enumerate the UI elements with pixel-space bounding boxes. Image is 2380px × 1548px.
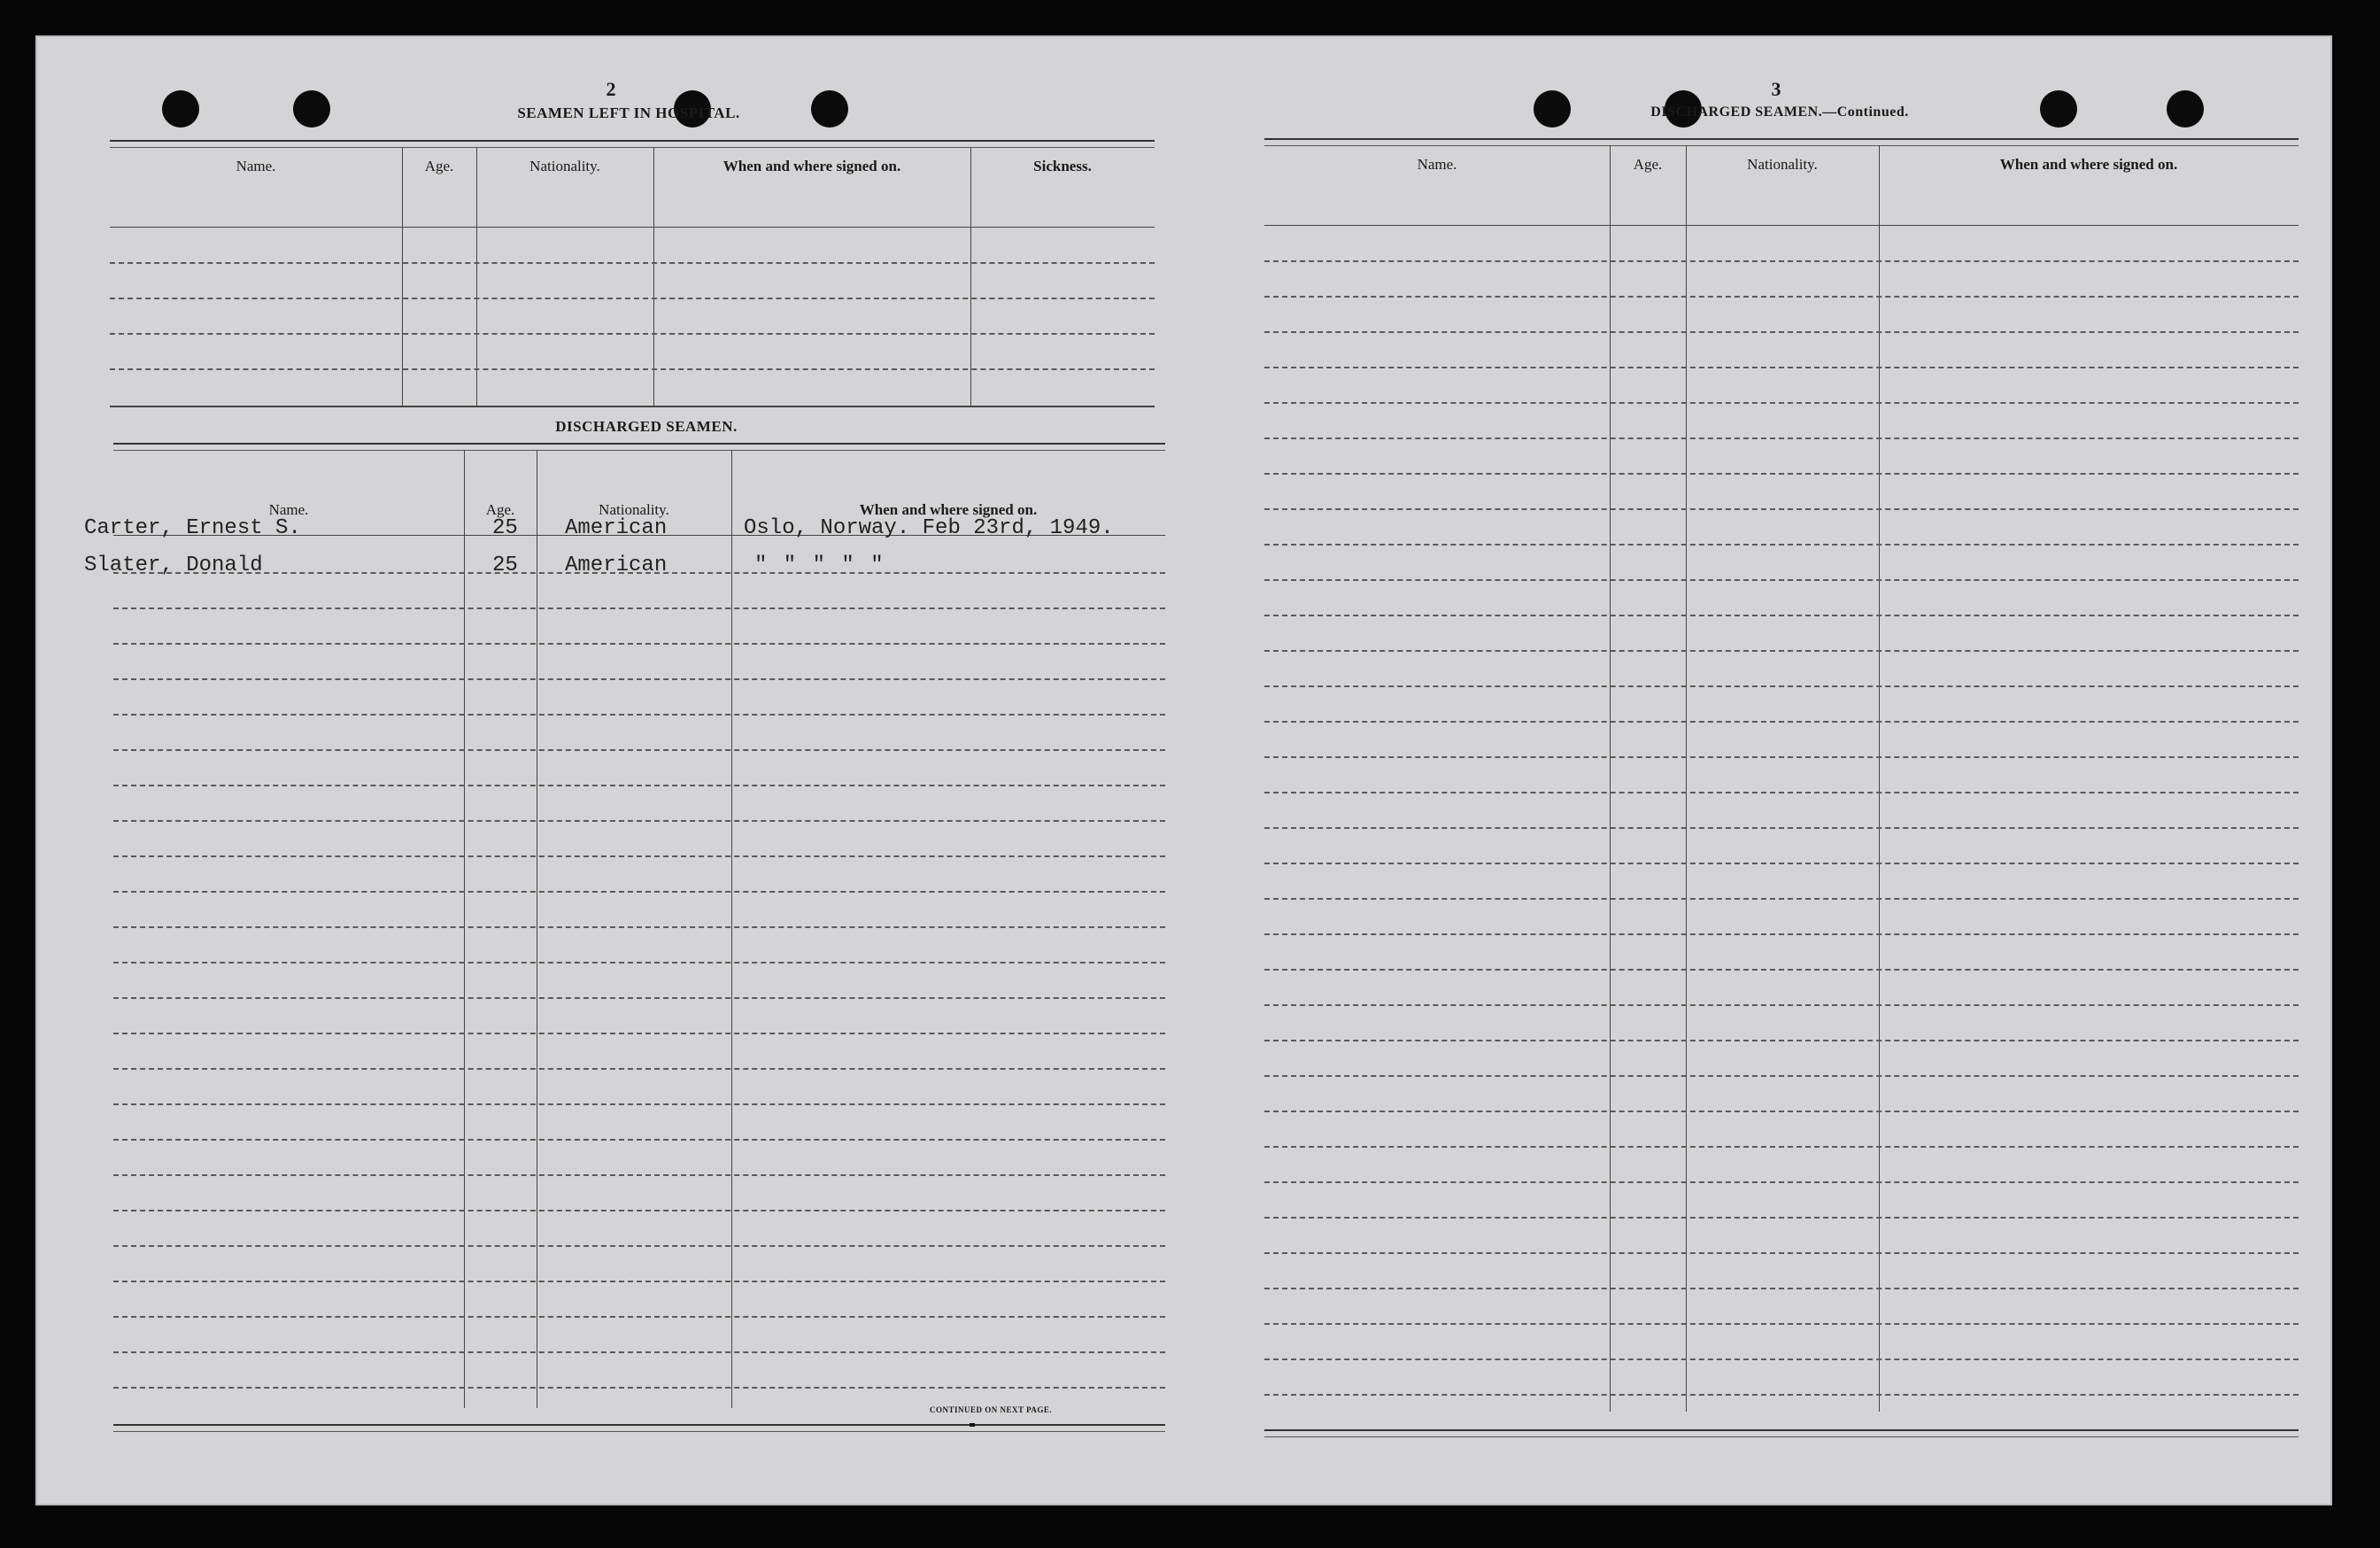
right-section-title: DISCHARGED SEAMEN.—Continued. [1650,104,1909,120]
right-header-signed-on: When and where signed on. [1999,156,2178,173]
punch-hole [1534,90,1571,128]
right-header-name: Name. [1417,156,1457,173]
ledger-sheet [35,35,2332,1505]
discharged-row-1-age: 25 [492,516,518,540]
right-header-age: Age. [1633,156,1663,173]
hospital-header-signed-on: When and where signed on. [722,158,901,174]
discharged-section-title: DISCHARGED SEAMEN. [555,418,738,435]
hospital-header-age: Age. [424,158,454,174]
hospital-header-sickness: Sickness. [1033,158,1092,174]
hospital-header-nationality: Nationality. [529,158,600,174]
hospital-table [110,140,1155,445]
discharged-header-signed-on: When and where signed on. [859,501,1038,518]
discharged-table-right [1264,138,2299,1436]
discharged-header-age: Age. [485,501,515,518]
discharged-row-2-age: 25 [492,553,518,577]
discharged-header-nationality: Nationality. [599,501,669,518]
punch-hole [162,90,199,128]
discharged-row-2-signed-on: " " " " " [754,553,885,577]
discharged-row-1-name: Carter, Ernest S. [84,516,301,540]
discharged-header-name: Name. [268,501,309,518]
hospital-header-name: Name. [236,158,276,174]
punch-hole [293,90,330,128]
discharged-row-2-name: Slater, Donald [84,553,263,577]
page-number-right: 3 [1771,78,1781,100]
discharged-row-1-nationality: American [565,516,668,540]
print-mark [970,1423,975,1427]
page-number-left: 2 [606,78,616,100]
hospital-section-title: SEAMEN LEFT IN HOSPITAL. [517,104,740,121]
right-header-nationality: Nationality. [1747,156,1818,173]
discharged-row-2-nationality: American [565,553,668,577]
discharged-row-1-signed-on: Oslo, Norway. Feb 23rd, 1949. [744,516,1114,540]
punch-hole [2167,90,2204,128]
continued-footnote: CONTINUED ON NEXT PAGE. [930,1405,1053,1414]
punch-hole [2040,90,2077,128]
discharged-table-left [113,443,1165,1435]
